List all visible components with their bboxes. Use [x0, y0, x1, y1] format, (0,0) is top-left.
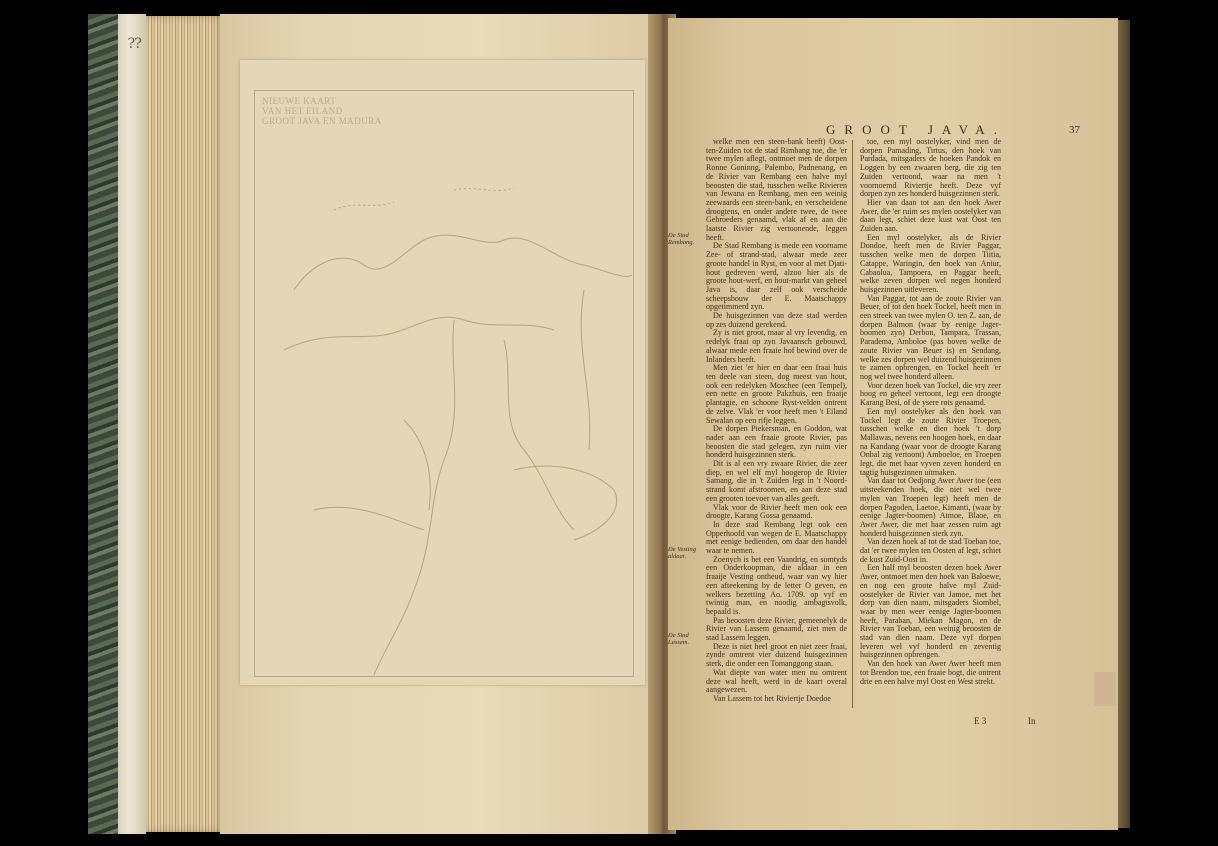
margin-note-line: Lassem.	[668, 639, 690, 646]
paragraph: Van Lassem tot het Riviertje Doedoe	[713, 694, 831, 703]
paragraph: welke men een steen-bank heeft) Oost-ten-Zuiden tot de stad Rimbang toe, die 'er twee mylen aflegt, ontmoet men de dorpen Ronne Goninng, Palembo, Padnenang, en de Rivier van Rembang een halve myl beoosten die stad, tusschen welke Rivieren van Jewana en Rembang, men een weinig zeewaards een steen-bank, en verscheidene droogtens, en onder andere twee, de twee Gebroeders genaamd, vlak af en aan die laatste Rivier zig vertoonende, leggen heeft.	[706, 137, 847, 242]
text-column-right	[860, 138, 1001, 686]
margin-note	[668, 232, 704, 246]
marbled-board	[88, 14, 122, 834]
paragraph: De huisgezinnen van deze stad werden op zes duizend gerekend.	[706, 311, 847, 329]
paragraph: De dorpen Piekersman, en Goddon, wat nader aan een fraaie groote Rivier, pas beoosten die stad gelegen, zyn ruim vier honderd huisgezinnen sterk.	[706, 424, 847, 460]
river	[581, 290, 590, 450]
page-edges	[146, 16, 226, 832]
river	[314, 507, 424, 530]
map-title	[262, 96, 482, 126]
map-sheet	[240, 60, 645, 685]
paragraph: toe, een myl oostelyker, vind men de dorpen Pamading, Tirtus, den hoek van Pardada, mitsgaders de hoeken Pandok en Loggen by een zwaaren berg, die zig ten Zuiden vertoond, waar na men 't voornoemd Riviertje heeft. Deze vyf dorpen zyn zes honderd huisgezinnen sterk.	[860, 137, 1001, 199]
paragraph: Een myl oostelyker, als de Rivier Dondoe, heeft men de Rivier Paggar, tusschen welke men de dorpen Tiitia, Catappe, Waringin, den hoek van Aniur, Cabaolua, Tampoera, en Paggar heeft, welke zeven dorpen wel negen honderd huisgezinnen uitleveren.	[860, 232, 1001, 294]
right-board-edge	[1118, 20, 1130, 828]
open-book	[88, 14, 1130, 834]
map-title-line: NIEUWE KAART	[262, 96, 337, 106]
map-title-line: VAN HET EILAND	[262, 106, 343, 116]
catchword: In	[1028, 716, 1036, 726]
margin-note	[668, 546, 704, 560]
paragraph: Van Paggar, tot aan de zoute Rivier van Beuer, of tot den hoek Tockel, heeft men in een streek van twee mylen O. ten Z. aan, de dorpen Balmon (waar by eenige Jager-boomen zyn) Derbon, Tampara, Trassan, Paradema, Amboloe (pas boven welke de zoute Rivier van Beuer is) en Sendang, welke zes dorpen wel duizend huisgezinnen te zamen opbrengen, en Tockel heeft 'er nog wel twee honderd alleen.	[860, 293, 1001, 381]
paragraph: Voor dezen hoek van Tockel, die vry zeer hoog en geheel vertoont, legt een droogte Karang Besi, of de ysere rots genaamd.	[860, 380, 1001, 408]
coastline	[284, 317, 554, 350]
paragraph: De Stad Rembang is mede een voorname Zee- of strand-stad, alwaar mede zeer groote handel in Ryst, en voor al met Djati-hout gedreven werd, alzoo hier als de groote hout-werf, en hout-markt van geheel Java is, daar zelf ook verscheide scheepsbouw der E. Maatschappy opgetimmerd zyn.	[706, 241, 847, 312]
paragraph: Van daar tot Oedjong Awer Awer toe (een uitsteekenden hoek, die niet wel twee mylen van Troepen legt) heeft men de dorpen Pagoden, Laetoe, Kimanti, (waar by eenige Jagter-boomen) Atmoe, Blaoe, en Awer Awer, die met haar zessen ruim agt honderd huisgezinnen sterk zyn.	[860, 476, 1001, 538]
margin-note-line: aldaar.	[668, 553, 687, 560]
paragraph: Vlak voor de Rivier heeft men ook een droogte, Karang Gossa genaamd.	[706, 502, 847, 521]
margin-note-line: De Stad	[668, 232, 689, 239]
paragraph: Van den hoek van Awer Awer heeft men tot Brendon toe, een fraaie bogt, die ontrent drie en een halve myl Oost en West strekt.	[860, 659, 1001, 686]
spine-edge	[118, 14, 146, 834]
paragraph: Van dezen hoek af tot de stad Toeban toe, dat 'er twee mylen ten Oosten af legt, schiet de kust Zuid-Oost in.	[860, 537, 1001, 564]
margin-note	[668, 632, 704, 646]
paragraph: Men ziet 'er hier en daar een fraai huis ten deele van steen, dog meest van hout, ook een redelyken Moschee (een Tempel), een nette en groote Pakzhuis, een fraaije plantagie, en schoone Ryst-velden ontrent de zelve. Vlak 'er voor heeft men 't Eiland Sewalan op een rifje leggen.	[706, 363, 847, 425]
paragraph: Deze is niet heel groot en niet zeer fraai, zynde omtrent vier duizend huisgezinnen sterk, die onder een Tomanggong staan.	[706, 641, 847, 669]
river	[504, 340, 574, 530]
running-head: GROOT JAVA.	[826, 122, 1006, 137]
river	[374, 320, 455, 675]
hills	[334, 188, 514, 210]
map-drawing	[254, 90, 632, 675]
river	[404, 420, 430, 510]
text-column-left	[706, 138, 847, 704]
paragraph: Zy is niet groot, maar al vry levendig, en redelyk fraai op zyn Javaansch gebouwd, alwaar mede een fraaie hof bewind over de Inlanders heeft.	[706, 328, 847, 364]
page-number: 37	[1069, 124, 1080, 136]
signature-mark: E 3	[974, 716, 987, 726]
paragraph: Pas beoosten deze Rivier, gemeenelyk de Rivier van Lassem genaamd, ziet men de stad Lassem leggen.	[706, 615, 847, 643]
paragraph: Dit is al een vry zwaare Rivier, die zeer diep, en wel elf myl hoogerop de Rivier Samang, die in 't Zuiden legt in 't Noord-strand komt afstroomen, en aan deze stad een grooten toevoer van alles geeft.	[706, 459, 847, 503]
margin-note-line: De Vesting	[668, 546, 696, 553]
column-rule	[852, 140, 853, 708]
paragraph: Hier van daan tot aan den hoek Awer Awer, die 'er ruim ses mylen oostelyker van daan legt, schiet deze kust wat Oost ten Zuiden aan.	[860, 197, 1001, 234]
left-page	[220, 14, 656, 834]
paragraph: Een half myl beoosten dezen hoek Awer Awer, ontmoet men den hoek van Baloewe, en nog een groote halve myl Zuid-oostelyker de Rivier van Jamoe, met het dorp van dien naam, mitsgaders Siombel, waar by men weer eenige Jagter-boomen heeft, Paraban, Miekan Magon, en de Rivier van Toeban, een weinig beoosten de stad van dien naam. Deze vyf dorpen leveren wel vyf honderd en zeventig huisgezinnen opbrengen.	[860, 563, 1001, 660]
paragraph: Zoenych is het een Vaandrig, en somtyds een Onderkoopman, die aldaar in een fraaije Vesting ontheud, waar van wy hier een afteekening by de letter O geven, en welkers bezetting Ao. 1709. op vyf en twintig man, en noodig ambagtsvolk, bepaald is.	[706, 554, 847, 616]
coastline	[514, 466, 617, 540]
paragraph: Wat diepte van water men nu omtrent deze wal heeft, werd in de kaart overal aangewezen.	[706, 667, 847, 695]
map-title-line: GROOT JAVA EN MADURA	[262, 116, 382, 126]
coastline	[294, 235, 632, 290]
spine-mark: ⁇	[128, 37, 142, 52]
margin-note-line: De Stad	[668, 632, 689, 639]
right-page	[668, 18, 1118, 830]
paragraph: Een myl oostelyker als den hoek van Tockel legt de zoute Rivier Troepen, tusschen welke en dien hoek 't dorp Mallawas, nevens een hoogen hoek, en daar na Kandang (waar voor de droogte Karang Onbal zig vertoont) Amboeloe, en Troepen legt, die met haar vyven zeven honderd en tagtig huisgezinnen uitmaken.	[860, 406, 1001, 477]
library-stamp	[1094, 672, 1116, 706]
paragraph: In deze stad Rembang legt ook een Opperhoofd van wegen de E. Maatschappy met eenige bedienden, om daar den handel waar te nemen.	[706, 519, 847, 556]
margin-note-line: Rembang.	[668, 239, 695, 246]
